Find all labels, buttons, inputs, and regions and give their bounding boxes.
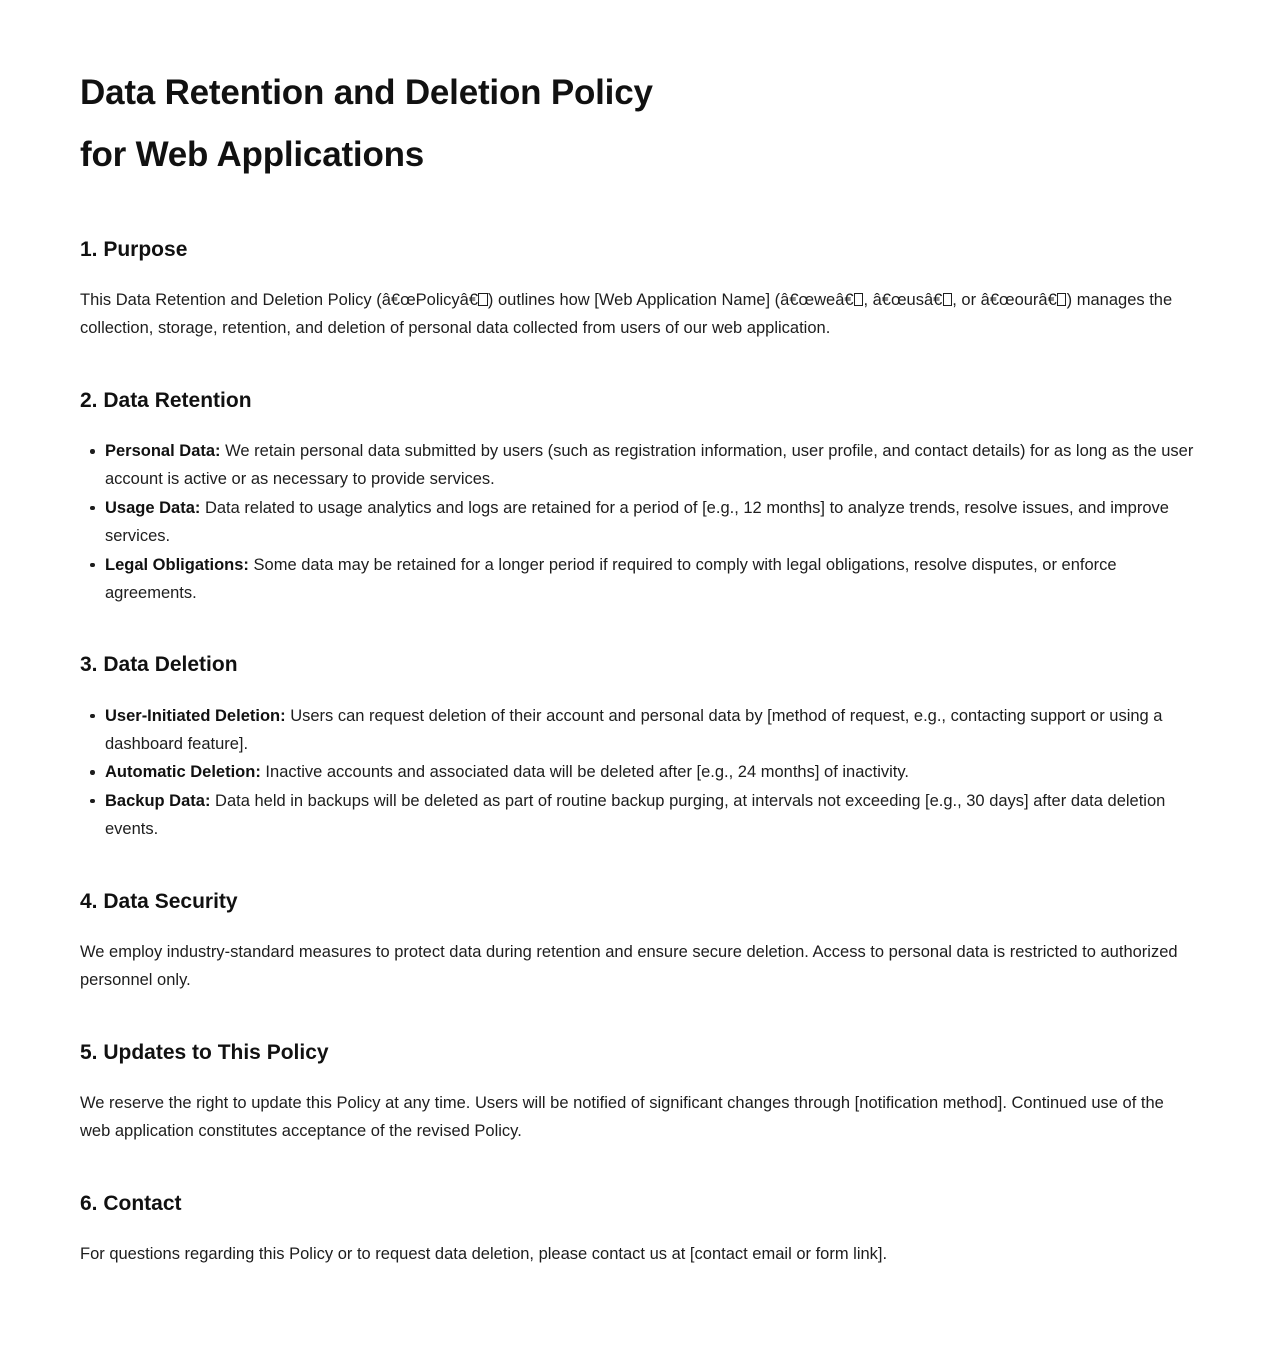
purpose-text-part-3: , â€œusâ€ xyxy=(863,290,943,309)
purpose-text-part-5: ) manages the collection, storage, retention, and deletion of personal data collected from users of our web application. xyxy=(80,290,1173,338)
section-heading-contact: 6. Contact xyxy=(80,1191,182,1215)
list-item xyxy=(80,702,1198,759)
missing-glyph-icon xyxy=(1057,293,1066,306)
list-item-text: We retain personal data submitted by users (such as registration information, user profile, and contact details) for as long as the user account is active or as necessary to provide services. xyxy=(105,442,1194,489)
list-item-lead: User-Initiated Deletion: xyxy=(105,706,286,725)
contact-paragraph: For questions regarding this Policy or to request data deletion, please contact us at [contact email or form link]. xyxy=(80,1245,888,1264)
list-item-lead: Automatic Deletion: xyxy=(105,763,261,782)
data-deletion-list xyxy=(80,702,1198,844)
section-contact xyxy=(80,1190,1198,1269)
missing-glyph-icon xyxy=(943,293,952,306)
section-updates xyxy=(80,1039,1198,1146)
section-heading-data-retention: 2. Data Retention xyxy=(80,388,252,412)
list-item-lead: Usage Data: xyxy=(105,498,201,517)
list-item-lead: Legal Obligations: xyxy=(105,555,249,574)
missing-glyph-icon xyxy=(854,293,863,306)
section-heading-purpose: 1. Purpose xyxy=(80,237,188,261)
section-data-security xyxy=(80,888,1198,995)
section-heading-data-security: 4. Data Security xyxy=(80,889,238,913)
list-item xyxy=(80,758,1198,786)
list-item-text: Data related to usage analytics and logs are retained for a period of [e.g., 12 months] to analyze trends, resolve issues, and improve services. xyxy=(105,498,1169,546)
list-item-lead: Backup Data: xyxy=(105,791,211,810)
list-item xyxy=(80,787,1198,844)
list-item-lead: Personal Data: xyxy=(105,442,221,461)
missing-glyph-icon xyxy=(478,293,487,306)
purpose-text-part-1: This Data Retention and Deletion Policy (â€œPolicyâ€ xyxy=(80,290,479,309)
purpose-paragraph xyxy=(80,286,1198,343)
list-item-text: Users can request deletion of their account and personal data by [method of request, e.g., contacting support or using a dashboard feature]. xyxy=(105,706,1163,753)
section-heading-data-deletion: 3. Data Deletion xyxy=(80,653,238,677)
section-heading-updates: 5. Updates to This Policy xyxy=(80,1040,329,1064)
section-purpose xyxy=(80,236,1198,343)
list-item xyxy=(80,551,1198,608)
list-item-text: Inactive accounts and associated data will be deleted after [e.g., 24 months] of inactivity. xyxy=(260,763,909,782)
purpose-text-part-2: ) outlines how [Web Application Name] (â€œweâ€ xyxy=(487,290,854,309)
data-security-paragraph: We employ industry-standard measures to protect data during retention and ensure secure deletion. Access to personal data is restricted to authorized personnel only. xyxy=(80,942,1178,990)
section-data-retention xyxy=(80,387,1198,608)
list-item xyxy=(80,437,1198,494)
list-item xyxy=(80,494,1198,551)
section-data-deletion xyxy=(80,651,1198,843)
document-title-line-1: Data Retention and Deletion Policy xyxy=(80,73,653,112)
purpose-text-part-4: , or â€œourâ€ xyxy=(952,290,1057,309)
updates-paragraph: We reserve the right to update this Policy at any time. Users will be notified of significant changes through [notification method]. Continued use of the web application constitutes acceptance of the revised Policy. xyxy=(80,1093,1164,1141)
document-title-line-2: for Web Applications xyxy=(80,135,425,175)
document-title xyxy=(80,62,840,187)
list-item-text: Data held in backups will be deleted as part of routine backup purging, at intervals not exceeding [e.g., 30 days] after data deletion events. xyxy=(105,791,1166,839)
list-item-text: Some data may be retained for a longer period if required to comply with legal obligations, resolve disputes, or enforce agreements. xyxy=(105,555,1117,602)
data-retention-list xyxy=(80,437,1198,607)
